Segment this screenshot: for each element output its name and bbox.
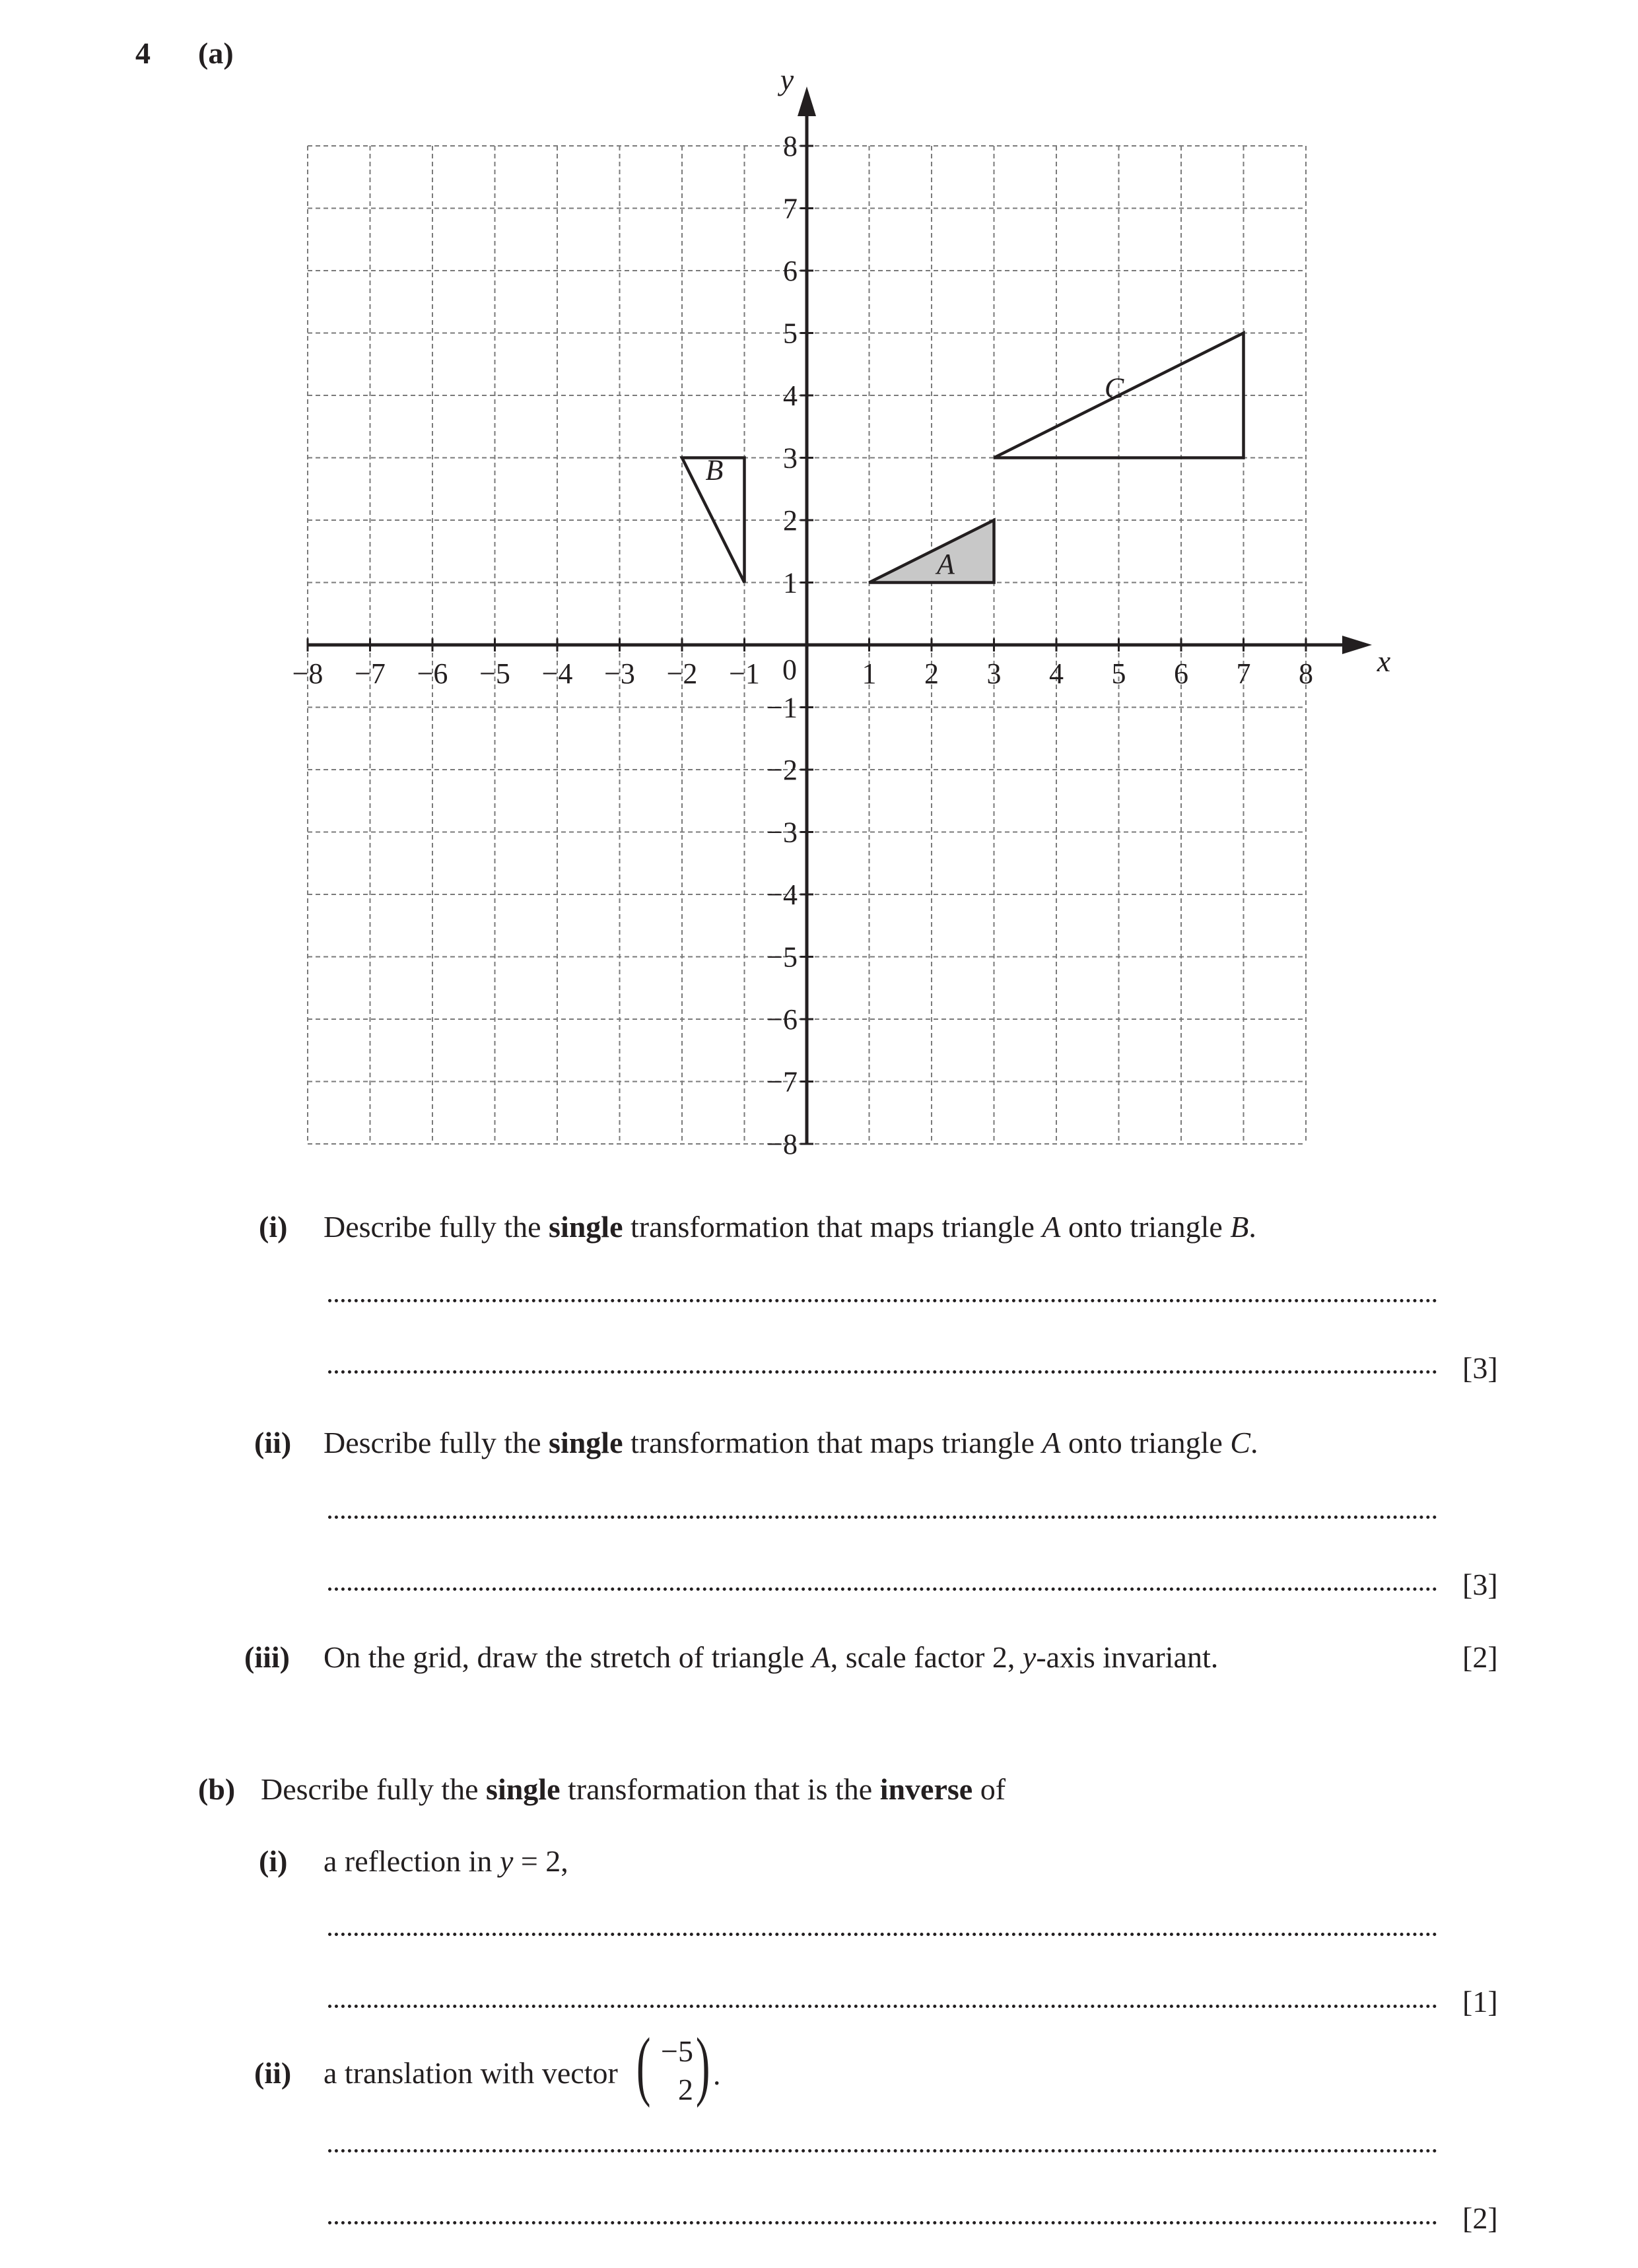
x-tick-label: −6	[417, 657, 448, 690]
part-b-i-label: (i)	[259, 1844, 288, 1878]
y-tick-label: 5	[783, 317, 798, 350]
triangle-label-b: B	[705, 453, 724, 486]
y-axis-label: y	[780, 63, 794, 96]
answer-line-b-i-2[interactable]	[328, 2005, 1437, 2008]
x-tick-label: −3	[604, 657, 635, 690]
y-tick-label: −1	[767, 691, 798, 724]
x-tick-label: 3	[986, 657, 1002, 690]
y-tick-label: 1	[783, 566, 798, 599]
x-tick-label: 6	[1174, 657, 1188, 690]
marks-b-ii: [2]	[1462, 2201, 1498, 2235]
y-tick-label: −6	[767, 1003, 798, 1036]
y-tick-label: −5	[767, 941, 798, 974]
x-tick-label: 7	[1236, 657, 1251, 690]
answer-line-a-i-2[interactable]	[328, 1370, 1437, 1374]
part-a-i-question: Describe fully the single transformation that maps triangle A onto triangle B.	[324, 1210, 1256, 1244]
x-axis-label: x	[1377, 644, 1391, 678]
part-a-label: (a)	[198, 36, 234, 70]
part-a-iii-label: (iii)	[244, 1640, 290, 1674]
part-a-i-label: (i)	[259, 1210, 288, 1244]
x-tick-label: −7	[355, 657, 386, 690]
answer-line-b-i-1[interactable]	[328, 1933, 1437, 1936]
answer-line-b-ii-2[interactable]	[328, 2221, 1437, 2224]
y-tick-label: 2	[783, 504, 798, 537]
y-tick-label: −3	[767, 816, 798, 849]
answer-line-a-ii-1[interactable]	[328, 1516, 1437, 1519]
x-tick-label: −5	[479, 657, 510, 690]
part-b-question: Describe fully the single transformation that is the inverse of	[261, 1772, 1006, 1806]
triangle-label-a: A	[937, 548, 955, 580]
vector-right-bracket: )	[695, 2022, 710, 2108]
x-tick-label: 2	[924, 657, 939, 690]
y-axis-arrowhead	[798, 86, 816, 116]
origin-label: 0	[782, 653, 797, 686]
answer-line-a-ii-2[interactable]	[328, 1587, 1437, 1591]
part-b-ii-label: (ii)	[254, 2056, 292, 2090]
x-tick-label: 4	[1049, 657, 1064, 690]
answer-line-b-ii-1[interactable]	[328, 2149, 1437, 2152]
part-a-iii-question: On the grid, draw the stretch of triangle A, scale factor 2, y-axis invariant.	[324, 1640, 1219, 1674]
x-tick-label: −4	[541, 657, 573, 690]
triangle-label-c: C	[1104, 372, 1124, 405]
question-number: 4	[135, 36, 151, 70]
vector-end-period: .	[713, 2057, 721, 2091]
marks-b-i: [1]	[1462, 1985, 1498, 2018]
part-b-i-question: a reflection in y = 2,	[324, 1844, 568, 1878]
y-tick-label: −7	[767, 1065, 798, 1098]
y-tick-label: 3	[783, 442, 798, 475]
vector-top-value: −5	[661, 2034, 693, 2068]
y-tick-label: 6	[783, 255, 798, 287]
marks-a-ii: [3]	[1462, 1568, 1498, 1601]
x-tick-label: 8	[1299, 657, 1313, 690]
y-tick-label: −8	[767, 1128, 798, 1160]
x-tick-label: 1	[862, 657, 877, 690]
y-tick-label: 8	[783, 130, 798, 162]
marks-a-i: [3]	[1462, 1351, 1498, 1385]
y-tick-label: 4	[783, 380, 798, 412]
x-tick-label: −2	[666, 657, 698, 690]
part-a-ii-question: Describe fully the single transformation that maps triangle A onto triangle C.	[324, 1426, 1258, 1459]
marks-a-iii: [2]	[1462, 1640, 1498, 1674]
y-tick-label: −4	[767, 879, 798, 911]
x-tick-label: −1	[729, 657, 760, 690]
y-tick-label: 7	[783, 192, 798, 225]
x-tick-label: 5	[1111, 657, 1126, 690]
part-b-ii-question: a translation with vector	[324, 2056, 618, 2090]
x-tick-label: −8	[292, 657, 324, 690]
y-tick-label: −2	[767, 754, 798, 786]
part-b-label: (b)	[198, 1772, 236, 1806]
answer-line-a-i-1[interactable]	[328, 1299, 1437, 1302]
vector-left-bracket: (	[636, 2022, 651, 2108]
part-a-ii-label: (ii)	[254, 1426, 292, 1459]
x-axis-arrowhead	[1342, 636, 1372, 654]
vector-bottom-value: 2	[678, 2073, 693, 2106]
